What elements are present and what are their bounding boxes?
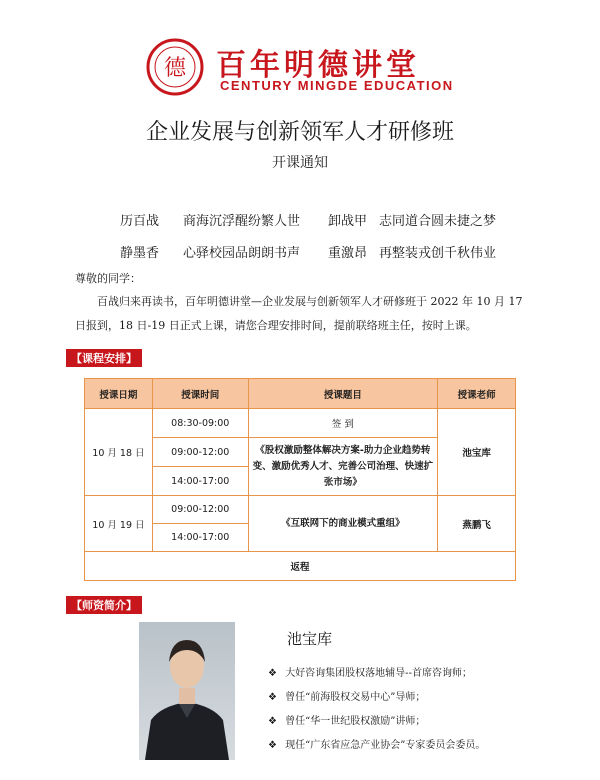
greeting: 尊敬的同学： [75, 272, 141, 285]
time-slot: 08:30-09:00 [152, 409, 248, 438]
time-slot: 09:00-12:00 [152, 438, 248, 467]
couplet-line: 志同道合圆未捷之梦 [379, 214, 497, 229]
day2-date: 10 月 19 日 [85, 496, 153, 552]
teacher-credential: 大好咨询集团股权落地辅导--首席咨询师； [285, 668, 472, 679]
day1-topic: 《股权激励整体解决方案-助力企业趋势转变、激励优秀人才、完善公司治理、快速扩张市场》 [248, 438, 438, 496]
couplet-name: 重激昂 [328, 246, 368, 261]
teacher-photo [139, 622, 235, 760]
couplet-line: 心驿校园品朗朗书声 [183, 246, 301, 261]
couplet-name: 卸战甲 [328, 214, 368, 229]
table-header: 授课题目 [248, 379, 438, 409]
couplet-name: 静墨香 [120, 246, 160, 261]
list-item [268, 688, 425, 703]
brand-logo [146, 38, 454, 98]
diamond-bullet-icon: ❖ [268, 668, 277, 679]
couplet-line: 再整装戎创千秋伟业 [379, 246, 497, 261]
teacher-name: 池宝库 [287, 630, 333, 648]
diamond-bullet-icon: ❖ [268, 692, 277, 703]
table-header: 授课日期 [85, 379, 153, 409]
day1-date: 10 月 18 日 [85, 409, 153, 496]
person-portrait-icon [139, 622, 235, 760]
list-item [268, 712, 425, 727]
seal-icon [146, 38, 204, 96]
day1-teacher: 池宝库 [438, 409, 516, 496]
list-item [268, 736, 485, 751]
return-cell: 返程 [85, 552, 516, 581]
diamond-bullet-icon: ❖ [268, 740, 277, 751]
brand-name-en: CENTURY MINGDE EDUCATION [220, 78, 454, 93]
signin-cell: 签 到 [248, 409, 438, 438]
day2-teacher: 燕鹏飞 [438, 496, 516, 552]
table-header: 授课时间 [152, 379, 248, 409]
seal-glyph: 德 [163, 56, 187, 81]
brand-name-cn: 百年明德讲堂 [216, 48, 420, 83]
time-slot: 14:00-17:00 [152, 467, 248, 496]
couplet-name: 历百战 [120, 214, 160, 229]
page-title: 企业发展与创新领军人才研修班 [145, 120, 454, 145]
teacher-credential: 曾任“前海股权交易中心”导师； [285, 692, 426, 703]
table-header-row [85, 379, 516, 409]
table-row [85, 496, 516, 524]
table-row [85, 409, 516, 438]
table-row [85, 552, 516, 581]
time-slot: 09:00-12:00 [152, 496, 248, 524]
diamond-bullet-icon: ❖ [268, 716, 277, 727]
time-slot: 14:00-17:00 [152, 524, 248, 552]
schedule-label: 【课程安排】 [66, 349, 142, 367]
table-header: 授课老师 [438, 379, 516, 409]
day2-topic: 《互联网下的商业模式重组》 [248, 496, 438, 552]
teacher-label: 【师资简介】 [66, 596, 142, 614]
schedule-table [84, 378, 516, 581]
list-item [268, 664, 472, 679]
teacher-credential: 现任“广东省应急产业协会”专家委员会委员。 [285, 740, 486, 751]
couplet-line: 商海沉浮醒纷繁人世 [183, 214, 301, 229]
teacher-credential: 曾任“华一世纪股权激励”讲师； [285, 716, 426, 727]
page-subtitle: 开课通知 [272, 155, 328, 171]
notice-body: 百战归来再读书，百年明德讲堂—企业发展与创新领军人才研修班于 2022 年 10 月 17 日报到，18 日-19 日正式上课，请您合理安排时间，提前联络班主任，按时上课。 [75, 295, 523, 332]
